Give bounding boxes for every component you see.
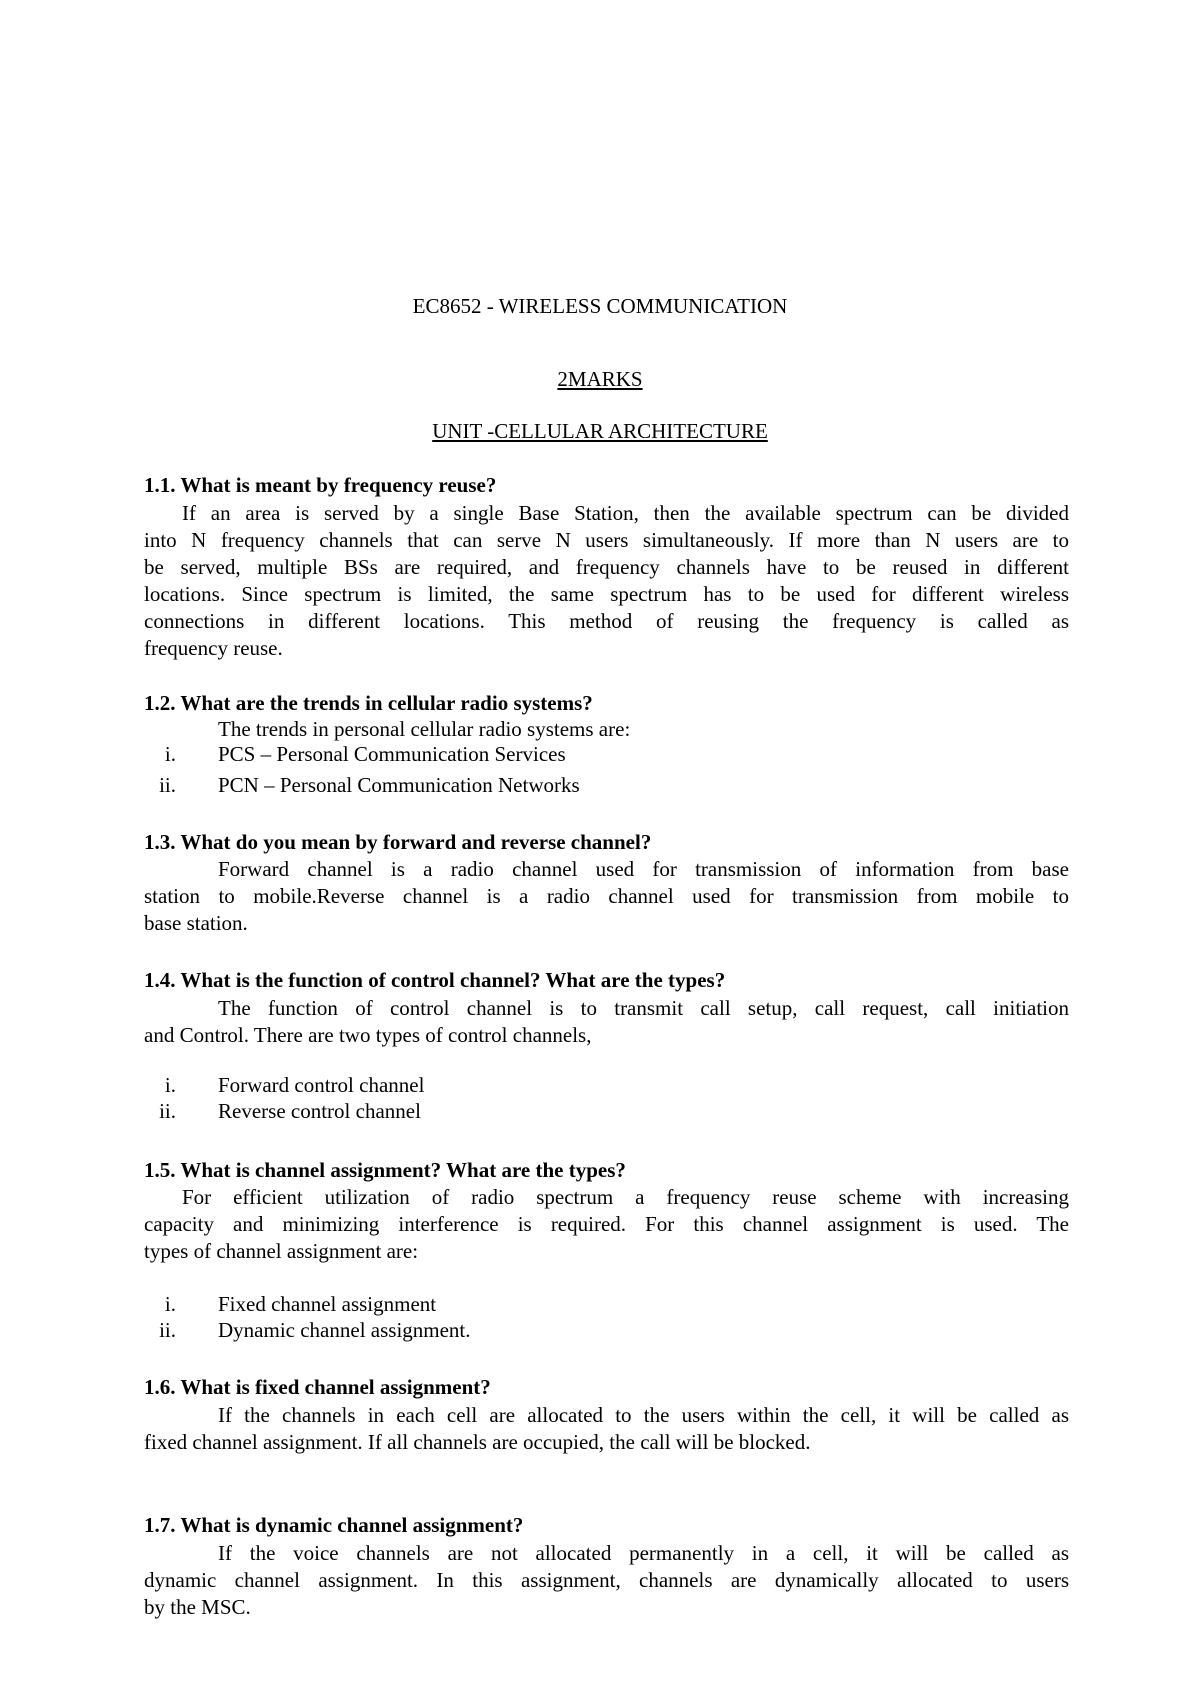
answer-line: connections in different locations. This method of reusing the frequency is called as: [144, 609, 1069, 633]
answer-line: For efficient utilization of radio spectrum a frequency reuse scheme with increasing: [182, 1185, 1069, 1209]
list-item: PCN – Personal Communication Networks: [218, 773, 580, 797]
question-1-1-heading: 1.1. What is meant by frequency reuse?: [144, 473, 497, 497]
list-item: Dynamic channel assignment.: [218, 1318, 471, 1342]
question-1-4-answer: [144, 995, 1069, 1049]
list-item-number: i.: [164, 742, 176, 766]
answer-line: frequency reuse.: [144, 636, 283, 660]
list-item-number: i.: [164, 1073, 176, 1097]
answer-line: dynamic channel assignment. In this assignment, channels are dynamically allocated to users: [144, 1568, 1069, 1592]
list-item: Forward control channel: [218, 1073, 425, 1097]
answer-line: by the MSC.: [144, 1595, 251, 1619]
question-1-5-answer: [144, 1184, 1069, 1265]
answer-line: types of channel assignment are:: [144, 1239, 419, 1263]
question-1-5-heading: 1.5. What is channel assignment? What are the types?: [144, 1158, 626, 1182]
unit-title: UNIT -CELLULAR ARCHITECTURE: [432, 419, 768, 443]
question-1-1-answer: [144, 500, 1069, 662]
list-item-number: ii.: [159, 773, 176, 797]
answer-line: Forward channel is a radio channel used for transmission of information from base: [218, 857, 1069, 881]
question-1-6-answer: [144, 1402, 1069, 1456]
list-item-number: ii.: [159, 1099, 176, 1123]
subtitle-2marks: 2MARKS: [557, 367, 643, 391]
answer-line: fixed channel assignment. If all channels are occupied, the call will be blocked.: [144, 1430, 811, 1454]
answer-line: into N frequency channels that can serve N users simultaneously. If more than N users are to: [144, 528, 1069, 552]
list-item: Fixed channel assignment: [218, 1292, 437, 1316]
answer-line: locations. Since spectrum is limited, the same spectrum has to be used for different wireless: [144, 582, 1069, 606]
question-1-2-intro: The trends in personal cellular radio systems are:: [218, 717, 631, 741]
question-1-4-heading: 1.4. What is the function of control channel? What are the types?: [144, 968, 726, 992]
answer-line: If the channels in each cell are allocated to the users within the cell, it will be called as: [218, 1403, 1069, 1427]
answer-line: capacity and minimizing interference is required. For this channel assignment is used. The: [144, 1212, 1069, 1236]
answer-line: If an area is served by a single Base Station, then the available spectrum can be divided: [182, 501, 1069, 525]
question-1-6-heading: 1.6. What is fixed channel assignment?: [144, 1375, 491, 1399]
answer-line: If the voice channels are not allocated permanently in a cell, it will be called as: [218, 1541, 1069, 1565]
answer-line: and Control. There are two types of control channels,: [144, 1023, 592, 1047]
answer-line: station to mobile.Reverse channel is a radio channel used for transmission from mobile to: [144, 884, 1069, 908]
question-1-7-answer: [144, 1540, 1069, 1621]
question-1-7-heading: 1.7. What is dynamic channel assignment?: [144, 1513, 524, 1537]
answer-line: base station.: [144, 911, 248, 935]
question-1-3-answer: [144, 856, 1069, 937]
answer-line: be served, multiple BSs are required, and frequency channels have to be reused in different: [144, 555, 1069, 579]
question-1-2-heading: 1.2. What are the trends in cellular radio systems?: [144, 691, 593, 715]
list-item-number: ii.: [159, 1318, 176, 1342]
list-item: Reverse control channel: [218, 1099, 421, 1123]
answer-line: The function of control channel is to transmit call setup, call request, call initiation: [218, 996, 1069, 1020]
list-item: PCS – Personal Communication Services: [218, 742, 566, 766]
course-title: EC8652 - WIRELESS COMMUNICATION: [412, 294, 788, 318]
question-1-3-heading: 1.3. What do you mean by forward and reverse channel?: [144, 830, 652, 854]
list-item-number: i.: [164, 1292, 176, 1316]
